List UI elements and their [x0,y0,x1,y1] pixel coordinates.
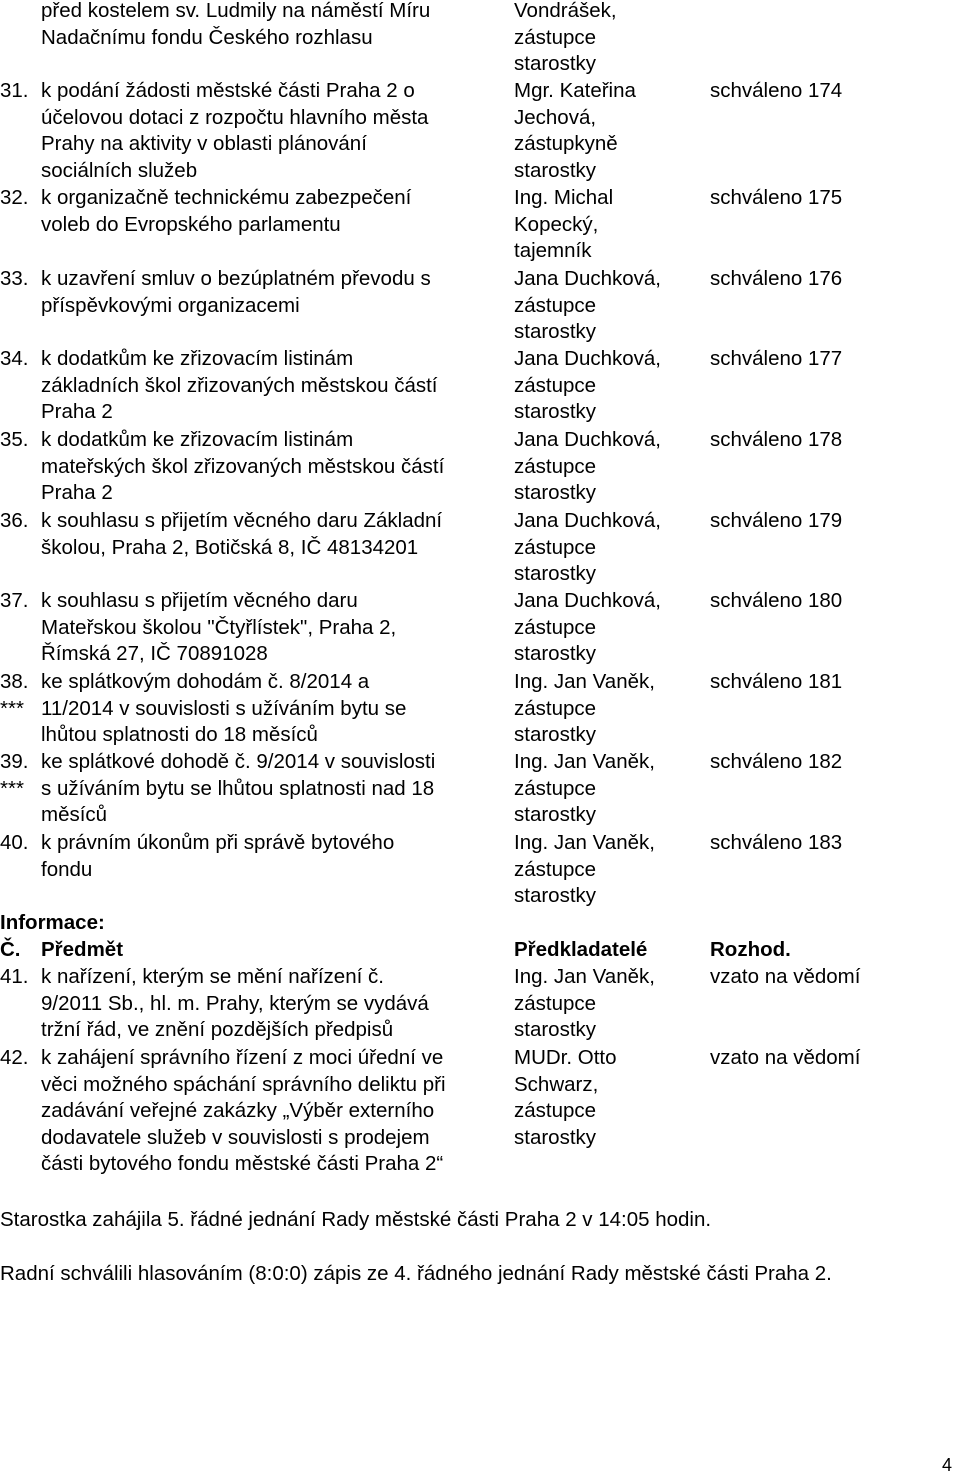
agenda-number: 33. [0,267,29,290]
agenda-subject: k dodatkům ke zřizovacím listinám základních škol zřizovaných městskou částí Praha 2 [41,347,438,424]
agenda-number: 34. [0,347,29,370]
agenda-decision: schváleno 174 [710,79,843,102]
agenda-decision: schváleno 176 [710,267,843,290]
agenda-presenter: Ing. Jan Vaněk, zástupce starostky [514,831,655,908]
col-header-num: Č. [0,938,21,961]
agenda-subject: k právním úkonům při správě bytového fondu [41,831,395,881]
agenda-presenter: Jana Duchková, zástupce starostky [514,589,662,666]
agenda-presenter: Jana Duchková, zástupce starostky [514,428,662,505]
agenda-number: 31. [0,79,29,102]
info-presenter: Ing. Jan Vaněk, zástupce starostky [514,965,655,1042]
agenda-decision: schváleno 180 [710,589,843,612]
info-heading: Informace: [0,911,105,934]
agenda-presenter: Jana Duchková, zástupce starostky [514,267,662,344]
info-number: 41. [0,965,29,988]
agenda-marker: *** [0,696,24,720]
agenda-decision: schváleno 181 [710,670,843,693]
agenda-presenter: Jana Duchková, zástupce starostky [514,347,662,424]
info-subject: k zahájení správního řízení z moci úřední ve věci možného spáchání správního deliktu při zadávání veřejné zakázky „Výběr externího dodavatele služeb v souvislosti s prodejem části bytového fondu městské části Praha 2“ [41,1046,446,1176]
approval-paragraph: Radní schválili hlasováním (8:0:0) zápis ze 4. řádného jednání Rady městské části Praha 2. [0,1262,832,1285]
info-subject: k nařízení, kterým se mění nařízení č. 9/2011 Sb., hl. m. Prahy, kterým se vydává tržní řád, ve znění pozdějších předpisů [41,965,429,1042]
col-header-presenter: Předkladatelé [514,938,648,961]
agenda-decision: schváleno 182 [710,750,843,773]
agenda-subject: ke splátkovým dohodám č. 8/2014 a 11/2014 v souvislosti s užíváním bytu se lhůtou splatnosti do 18 měsíců [41,670,407,747]
agenda-number: 36. [0,509,29,532]
agenda-subject: k uzavření smluv o bezúplatném převodu s příspěvkovými organizacemi [41,267,431,317]
agenda-number: 39. *** [0,749,40,802]
agenda-subject: k souhlasu s přijetím věcného daru Mateřskou školou "Čtyřlístek", Praha 2, Římská 27, IČ 70891028 [41,589,397,666]
opening-paragraph: Starostka zahájila 5. řádné jednání Rady městské části Praha 2 v 14:05 hodin. [0,1208,712,1231]
agenda-decision: schváleno 178 [710,428,843,451]
agenda-presenter: Vondrášek, zástupce starostky [514,0,617,76]
agenda-decision: schváleno 179 [710,509,843,532]
agenda-number: 37. [0,589,29,612]
agenda-subject: k podání žádosti městské části Praha 2 o účelovou dotaci z rozpočtu hlavního města Prahy na aktivity v oblasti plánování sociálních služeb [41,79,429,182]
agenda-number: 38. *** [0,669,40,722]
agenda-presenter: Ing. Jan Vaněk, zástupce starostky [514,750,655,827]
agenda-presenter: Jana Duchková, zástupce starostky [514,509,662,586]
agenda-subject: k souhlasu s přijetím věcného daru Základní školou, Praha 2, Botičská 8, IČ 48134201 [41,509,443,559]
agenda-subject: ke splátkové dohodě č. 9/2014 v souvislosti s užíváním bytu se lhůtou splatnosti nad 18 měsíců [41,750,436,827]
info-decision: vzato na vědomí [710,1046,861,1069]
col-header-subject: Předmět [41,938,124,961]
agenda-presenter: Ing. Jan Vaněk, zástupce starostky [514,670,655,747]
info-decision: vzato na vědomí [710,965,861,988]
agenda-decision: schváleno 177 [710,347,843,370]
agenda-number: 35. [0,428,29,451]
agenda-marker: *** [0,776,24,800]
agenda-decision: schváleno 183 [710,831,843,854]
agenda-number: 40. [0,831,29,854]
agenda-subject: k organizačně technickému zabezpečení voleb do Evropského parlamentu [41,186,412,236]
agenda-presenter: Mgr. Kateřina Jechová, zástupkyně starostky [514,79,636,182]
agenda-subject: před kostelem sv. Ludmily na náměstí Míru Nadačnímu fondu Českého rozhlasu [41,0,431,49]
info-presenter: MUDr. Otto Schwarz, zástupce starostky [514,1046,617,1149]
page-number: 4 [942,1455,953,1475]
agenda-number: 32. [0,186,29,209]
agenda-subject: k dodatkům ke zřizovacím listinám mateřských škol zřizovaných městskou částí Praha 2 [41,428,445,505]
agenda-presenter: Ing. Michal Kopecký, tajemník [514,186,614,263]
agenda-decision: schváleno 175 [710,186,843,209]
col-header-decision: Rozhod. [710,938,791,961]
info-number: 42. [0,1046,29,1069]
